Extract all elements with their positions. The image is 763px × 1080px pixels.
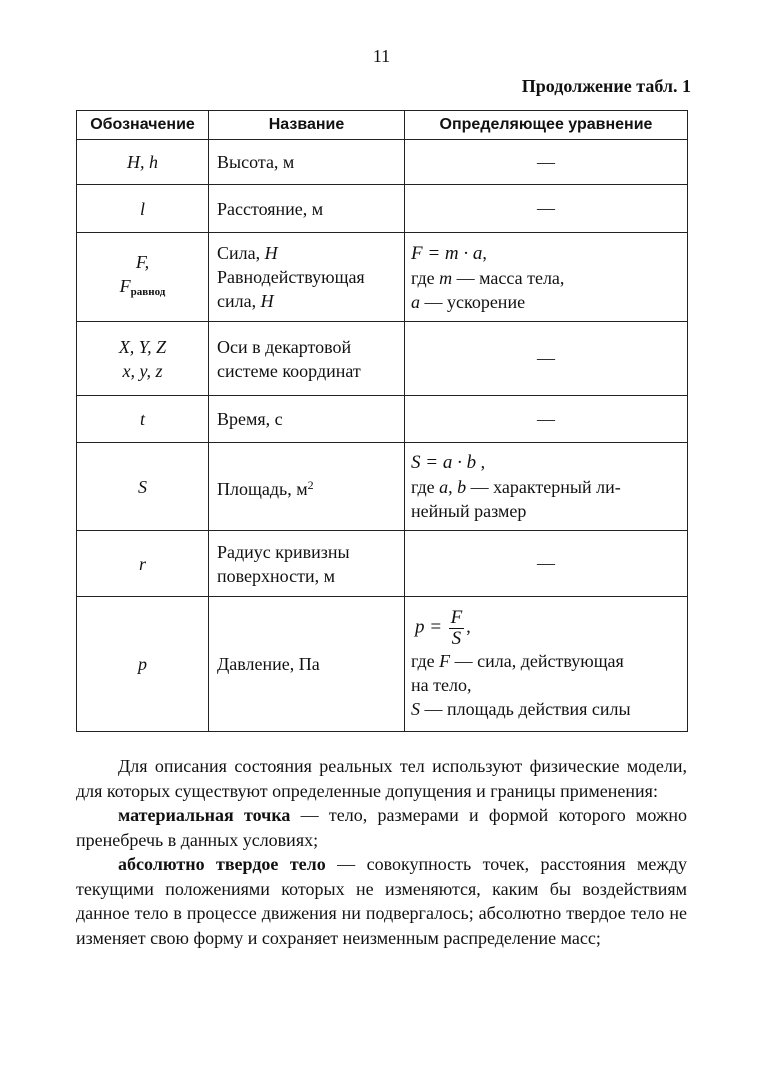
table-row bbox=[77, 597, 688, 732]
name-cell: Радиус кривизны поверхности, м bbox=[209, 531, 405, 597]
formula: p = $\frac{F}{S}$ , bbox=[415, 606, 471, 649]
name-cell: Время, с bbox=[209, 396, 405, 443]
symbol-cell: S bbox=[77, 443, 209, 531]
symbol-cell: H, h bbox=[77, 140, 209, 185]
symbol-cell: r bbox=[77, 531, 209, 597]
formula: S = a · b , bbox=[411, 452, 486, 473]
table-row bbox=[77, 531, 688, 597]
equation-cell: F = m · a, где m — масса тела, a — ускорение bbox=[405, 233, 688, 322]
table-row bbox=[77, 185, 688, 233]
header-symbol: Обозначение bbox=[77, 111, 209, 140]
symbol-cell: l bbox=[77, 185, 209, 233]
header-equation: Определяющее уравнение bbox=[405, 111, 688, 140]
name-cell: Площадь, $м^2$ bbox=[209, 443, 405, 531]
symbol-line: F, bbox=[135, 252, 150, 272]
name-cell: Сила, H Равнодействующая сила, H bbox=[209, 233, 405, 322]
term: материальная точка bbox=[118, 805, 291, 825]
table-row bbox=[77, 233, 688, 322]
symbol-cell: t bbox=[77, 396, 209, 443]
symbol-line: $F_{равнод}$ bbox=[119, 276, 166, 298]
equation-cell: — bbox=[405, 531, 688, 597]
equation-cell: — bbox=[405, 140, 688, 185]
paragraph: абсолютно твердое тело — совокупность точек, расстояния между текущими положениями которых не изменяются, каким бы воздействиям данное тело в процессе движения ни подвергалось; абсолютно твердое тело не изменяет свою форму и сохраняет неизменным распределение масс; bbox=[76, 854, 687, 948]
table-row bbox=[77, 322, 688, 396]
paragraph: Для описания состояния реальных тел используют физические модели, для которых существуют определенные допущения и границы применения: bbox=[76, 756, 687, 801]
table-row bbox=[77, 396, 688, 443]
equation-cell: — bbox=[405, 185, 688, 233]
name-cell: Оси в декартовой системе координат bbox=[209, 322, 405, 396]
term: абсолютно твердое тело bbox=[118, 854, 326, 874]
name-cell: Высота, м bbox=[209, 140, 405, 185]
notation-table bbox=[76, 110, 688, 732]
page-number: 11 bbox=[372, 46, 391, 66]
name-superscript: 2 bbox=[307, 477, 314, 492]
formula: F = m · a, bbox=[411, 242, 487, 264]
fraction: $\frac{F}{S}$ bbox=[450, 606, 463, 649]
equation-cell: — bbox=[405, 396, 688, 443]
table-continuation-label: Продолжение табл. 1 bbox=[521, 76, 691, 96]
body-text bbox=[76, 754, 687, 950]
symbol-cell bbox=[77, 233, 209, 322]
name-cell: Расстояние, м bbox=[209, 185, 405, 233]
table-row bbox=[77, 140, 688, 185]
equation-cell: p = $\frac{F}{S}$ , где F — сила, действующая на тело, S — площадь действия силы bbox=[405, 597, 688, 732]
symbol-cell: p bbox=[77, 597, 209, 732]
equation-cell: S = a · b , где a, b — характерный ли- нейный размер bbox=[405, 443, 688, 531]
table-row bbox=[77, 443, 688, 531]
paragraph: материальная точка — тело, размерами и формой которого можно пренебречь в данных условиях; bbox=[76, 805, 687, 850]
table-header-row bbox=[77, 111, 688, 140]
symbol-subscript: равнод bbox=[130, 286, 166, 298]
equation-cell: — bbox=[405, 322, 688, 396]
name-cell: Давление, Па bbox=[209, 597, 405, 732]
header-name: Название bbox=[209, 111, 405, 140]
symbol-cell: X, Y, Z x, y, z bbox=[77, 322, 209, 396]
